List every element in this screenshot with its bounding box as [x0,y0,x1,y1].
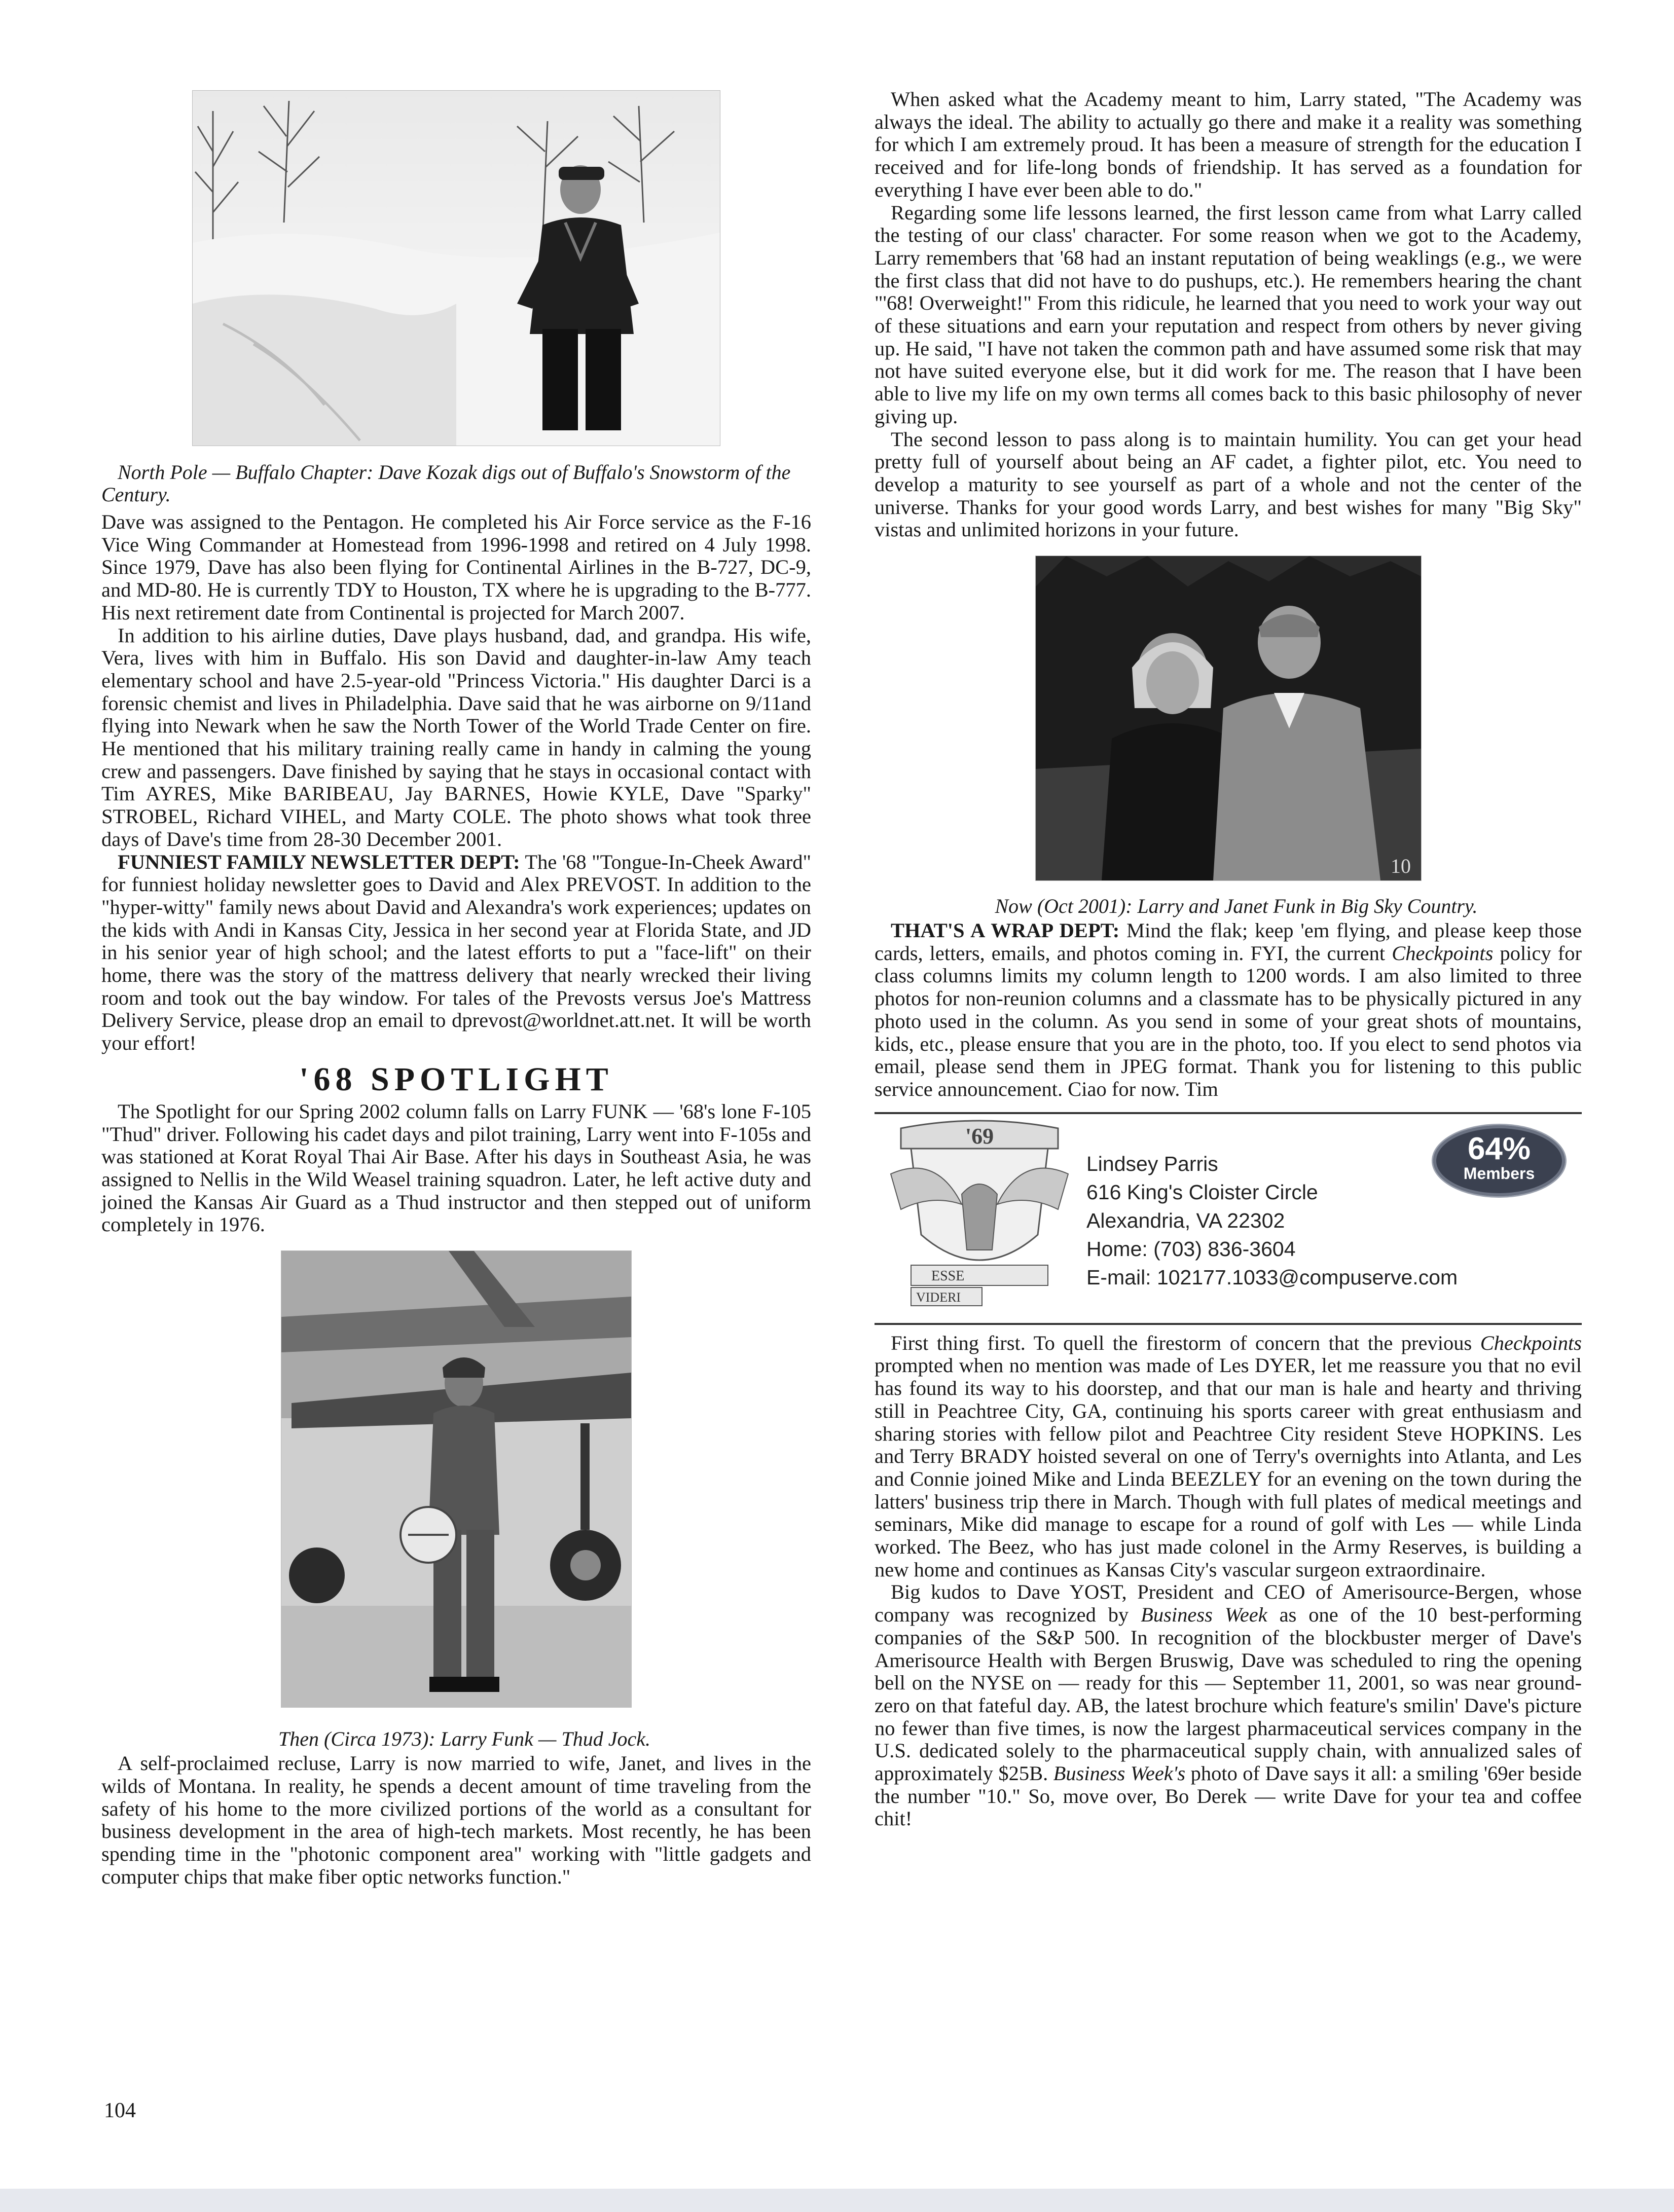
paragraph-text: photo of Dave says it all: a smiling '69er beside the number "10." So, move over, Bo Derek — write Dave for your tea and coffee chit! [875,1762,1582,1830]
paragraph-emphasis: Business Week's [1053,1762,1186,1785]
paragraph [875,1332,1582,1581]
contact-email: E-mail: 102177.1033@compuserve.com [1086,1265,1458,1289]
paragraph-text: The '68 "Tongue-In-Cheek Award" for funniest holiday newsletter goes to David and Alex PREVOST. In addition to the "hyper-witty" family news about David and Alexandra's work experiences; updates on the kids with Andi in Kansas City, Jessica in her second year at Florida State, and JD in his senior year of high school; and the latest efforts to put a "face-lift" on their home, there was the story of the mattress delivery that nearly wrecked their living room and took out the bay window. For tales of the Prevosts versus Joe's Mattress Delivery Service, please drop an email to dprevost@worldnet.att.net. It will be worth your effort! [101,850,811,1055]
crest-motto: ESSE [931,1268,965,1284]
paragraph: The second lesson to pass along is to maintain humility. You can get your head pretty full of yourself about being an AF cadet, a fighter pilot, etc. You need to develop a maturity to see yourself as part of a whole and not the center of the universe. Thanks for your good words Larry, and best wishes for many "Big Sky" vistas and unlimited horizons in your future. [875,427,1582,541]
dept-heading: THAT'S A WRAP DEPT: [891,919,1120,942]
snow-photo [192,90,720,446]
paragraph-text: First thing first. To quell the firestorm of concern that the previous [891,1331,1480,1354]
pilot-photo-image [281,1251,631,1707]
class-crest-icon [881,1118,1078,1319]
paragraph: The Spotlight for our Spring 2002 column falls on Larry FUNK — '68's lone F-105 "Thud" driver. Following his cadet days and pilot training, Larry went into F-105s and was stationed at Korat Royal Thai Air Base. After his days in Southeast Asia, he was assigned to Nellis in the Wild Weasel training squadron. Later, he left active duty and joined the Kansas Air Guard as a Thud instructor and then stepped out of uniform completely in 1976. [101,1099,811,1236]
paragraph-text: Mind the flak; keep 'em flying, and please keep those cards, letters, emails, and photos coming in. FYI, the current [875,919,1582,965]
paragraph: In addition to his airline duties, Dave plays husband, dad, and grandpa. His wife, Vera, lives with him in Buffalo. His son David and daughter-in-law Amy teach elementary school and have 2.5-year-old "Princess Victoria." His daughter Darci is a forensic chemist and lives in Philadelphia. Dave said that he was airborne on 9/11and flying into Newark when he saw the North Tower of the World Trade Center on fire. He mentioned that his military training really came in handy in calming the young crew and passengers. Dave finished by saying that he stays in occasional contact with Tim AYRES, Mike BARIBEAU, Jay BARNES, Howie KYLE, Dave "Sparky" STROBEL, Richard VIHEL, and Marty COLE. The photo shows what took three days of Dave's time from 28-30 December 2001. [101,623,811,851]
paragraph-text: prompted when no mention was made of Les DYER, let me reassure you that no evil has found its way to his doorstep, and that our man is hale and hearty and thriving still in Peachtree City, GA, continuing his sports career with great enthusiasm and sharing stories with fellow pilot and Peachtree City resident Steve HOPKINS. Les and Terry BRADY hoisted several on one of Terry's overnights into Atlanta, and Les and Connie joined Mike and Linda BEEZLEY for an evening on the town during the latters' business trip there in March. Though with full plates of medical meetings and seminars, Mike did manage to escape for a round of golf with Les — while Linda worked. The Beez, who has just made colonel in the Army Reserves, is building a new home and continues as Kansas City's vascular surgeon extraordinaire. [875,1354,1582,1581]
contact-box [875,1118,1582,1319]
contact-phone: Home: (703) 836-3604 [1086,1237,1296,1261]
paragraph: Dave was assigned to the Pentagon. He completed his Air Force service as the F-16 Vice Wing Commander at Homestead from 1996-1998 and retired on 4 July 1998. Since 1979, Dave has also been flying for Continental Airlines in the B-727, DC-9, and MD-80. He is currently TDY to Houston, TX where he is upgrading to the B-777. His next retirement date from Continental is projected for March 2007. [101,510,811,624]
crest-year: '69 [965,1123,994,1149]
paragraph-emphasis: Checkpoints [1392,941,1494,965]
spotlight-heading: '68 SPOTLIGHT [299,1060,613,1098]
paragraph: When asked what the Academy meant to him, Larry stated, "The Academy was always the ideal. The ability to actually go there and make it a reality was something for which I am extremely proud. It has been a measure of strength for the education I received and for life-long bonds of friendship. It has served as a foundation for everything I have ever been able to do." [875,88,1582,201]
paragraph [875,1581,1582,1830]
couple-photo-image [1036,556,1421,880]
pilot-photo-caption: Then (Circa 1973): Larry Funk — Thud Jock. [278,1727,650,1751]
pilot-photo [281,1250,632,1708]
paragraph-text: as one of the 10 best-performing companies of the S&P 500. In recognition of the blockbuster merger of Dave's Amerisource Health with Bergen Bruswig, Dave was scheduled to ring the opening bell on the NYSE on — ready for this — September 11, 2001, so was near ground-zero on that fateful day. AB, the latest brochure which feature's smilin' Dave's picture no fewer than five times, is now the largest pharmaceutical services company in the U.S. dedicated solely to the pharmaceutical supply chain, with annualized sales of approximately $25B. [875,1603,1582,1785]
members-badge [1433,1125,1565,1196]
contact-city: Alexandria, VA 22302 [1086,1208,1285,1232]
paragraph: Regarding some life lessons learned, the first lesson came from what Larry called the testing of our class' character. For some reason when we got to the Academy, Larry remembers that '68 had an instant reputation of being weaklings (e.g., we were the first class that did not have to do pushups, etc.). He remembers hearing the chant "'68! Overweight!" From this ridicule, he learned that you need to work your way out of these situations and earn your reputation and respect from others by never giving up. He said, "I have not taken the common path and have assumed some risk that may not have suited everyone else, but it did work for me. The reason that I have been able to live my life on my own terms all comes back to this basic philosophy of never giving up. [875,201,1582,428]
members-label: Members [1463,1164,1535,1183]
contact-info [1086,1150,1458,1292]
paragraph [875,919,1582,1101]
page-number: 104 [104,2099,136,2122]
scan-edge-bar [0,2189,1674,2212]
left-column [101,0,811,1888]
contact-street: 616 King's Cloister Circle [1086,1180,1318,1204]
couple-photo [1035,556,1422,881]
contact-name: Lindsey Parris [1086,1152,1218,1175]
crest-motto: VIDERI [916,1289,961,1305]
members-percent: 64% [1467,1131,1531,1166]
paragraph-emphasis: Business Week [1141,1603,1267,1627]
photo-mark: 10 [1390,855,1411,878]
section-rule [875,1323,1582,1325]
right-column [875,0,1582,1830]
couple-photo-caption: Now (Oct 2001): Larry and Janet Funk in Big Sky Country. [995,895,1478,918]
paragraph-text: Big kudos to Dave YOST, President and CEO of Amerisource-Bergen, whose company was recognized by [875,1580,1582,1627]
paragraph-text: policy for class columns limits my column length to 1200 words. I am also limited to three photos for non-reunion columns and a classmate has to be physically pictured in any photo used in the column. As you send in some of your great shots of mountains, kids, etc., please ensure that you are in the photo, too. If you elect to send photos via email, please send them in JPEG format. Thank you for listening to this public service announcement. Ciao for now. Tim [875,941,1582,1100]
paragraph-emphasis: Checkpoints [1480,1331,1582,1354]
section-rule [875,1112,1582,1114]
paragraph: A self-proclaimed recluse, Larry is now married to wife, Janet, and lives in the wilds of Montana. In reality, he spends a decent amount of time traveling from the safety of his home to the more civilized portions of the world as a consultant for business development in the area of high-tech markets. Most recently, he has been spending time in the "photonic component area" working with "little gadgets and computer chips that make fiber optic networks function." [101,1752,811,1888]
dept-heading: FUNNIEST FAMILY NEWSLETTER DEPT: [118,850,520,873]
paragraph [101,851,811,1055]
snow-photo-caption: North Pole — Buffalo Chapter: Dave Kozak digs out of Buffalo's Snowstorm of the Century. [101,461,791,506]
snow-photo-image [193,91,720,446]
